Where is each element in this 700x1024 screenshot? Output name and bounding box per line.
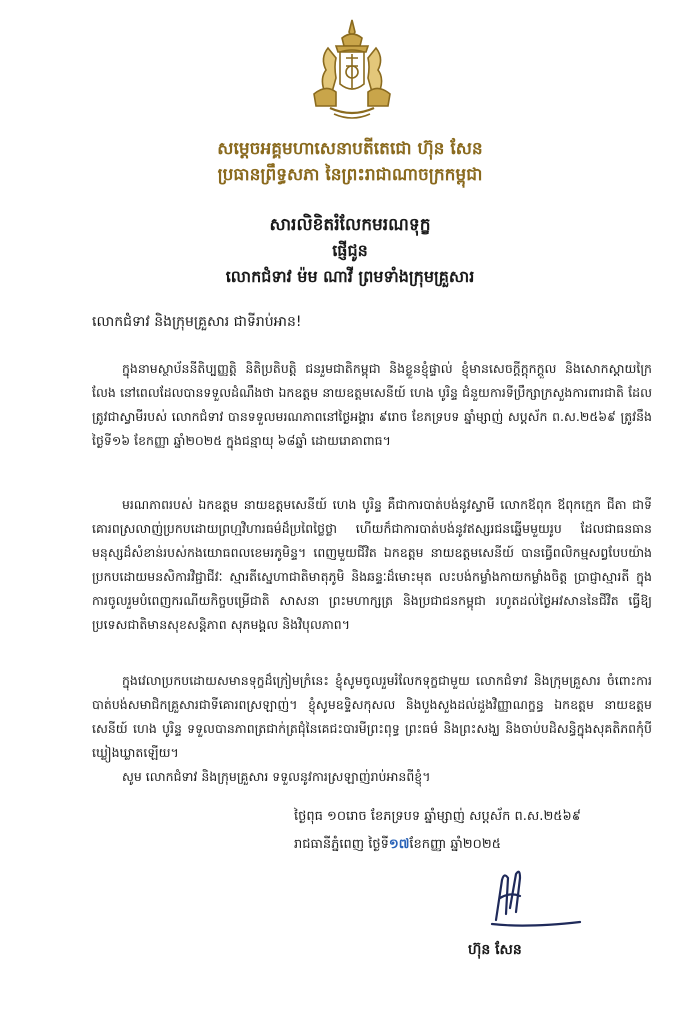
letter-subtitle: ផ្ញើជូន (332, 241, 368, 260)
solar-date-suffix: ខែកញ្ញា ឆ្នាំ២០២៥ (409, 837, 501, 852)
signer-name: ហ៊ុន សែន (468, 942, 522, 958)
paragraph-3: ក្នុងវេលាប្រកបដោយសមានទុក្ខដ៏ក្រៀមក្រំនេះ ខ្ញុំសូមចូលរួមរំលែកទុក្ខជាមួយ លោកជំទាវ និងក្រុមគ្រួសារ ចំពោះការបាត់បង់សមាជិកគ្រួសារជាទីគោរពស្រឡាញ់។ ខ្ញុំសូមឧទ្ទិសកុសល និងបួងសួងដល់ដួងវិញ្ញាណក្ខន្ធ ឯកឧត្តម នាយឧត្តមសេនីយ៍ ហេង បូរិន្ទ ទទួលបានភាពត្រជាក់ត្រជុំនៃគេជះបារមីព្រះពុទ្ធ ព្រះធម៌ និងព្រះសង្ឃ និងចាប់បដិសន្ធិក្នុងសុគតិភពកុំបីឃ្លៀងឃ្លាតឡើយ។ (92, 672, 652, 760)
royal-coat-of-arms-emblem (306, 18, 398, 122)
salutation: លោកជំទាវ និងក្រុមគ្រួសារ ជាទីរាប់អាន! (92, 314, 302, 330)
paragraph-1: ក្នុងនាមស្ថាប័ននីតិប្បញ្ញត្តិ និតិប្រតិបត្តិ ជនរួមជាតិកម្ពុជា និងខ្លួនខ្ញុំផ្ទាល់ ខ្ញុំមានសេចក្តីក្តុកក្តួល និងសោកស្តាយក្រៃលែង នៅពេលដែលបានទទួលដំណឹងថា ឯកឧត្តម នាយឧត្តមសេនីយ៍ ហេង បូរិន្ទ ជំនួយការទីប្រឹក្សាក្រសួងការពារជាតិ ដែលត្រូវជាស្វាមីរបស់ លោកជំទាវ បានទទួលមរណភាពនៅថ្ងៃអង្គារ ៩រោច ខែភទ្របទ ឆ្នាំម្សាញ់ សប្តស័ក ព.ស.២៥៦៩ ត្រូវនឹងថ្ងៃទី១៦ ខែកញ្ញា ឆ្នាំ២០២៥ ក្នុងជន្មាយុ ៦៨ឆ្នាំ ដោយរោគាពាធ។ (92, 360, 652, 448)
lunar-date: ថ្ងៃពុធ ១០រោច ខែភទ្របទ ឆ្នាំម្សាញ់ សប្តស័ក ព.ស.២៥៦៩ (294, 809, 581, 824)
sender-title: ប្រធានព្រឹទ្ធសភា នៃព្រះរាជាណាចក្រកម្ពុជា (217, 165, 483, 185)
solar-date-day: ១៧ (388, 837, 410, 852)
handwritten-signature (476, 862, 586, 932)
solar-date (294, 836, 501, 855)
solar-date-prefix: រាជធានីភ្នំពេញ ថ្ងៃទី (294, 837, 389, 852)
paragraph-4: សូម លោកជំទាវ និងក្រុមគ្រួសារ ទទួលនូវការស្រឡាញ់រាប់អានពីខ្ញុំ។ (122, 768, 431, 784)
letter-title: សារលិខិតរំលែកមរណទុក្ខ (269, 215, 431, 235)
paragraph-2: មរណភាពរបស់ ឯកឧត្តម នាយឧត្តមសេនីយ៍ ហេង បូរិន្ទ គឺជាការបាត់បង់នូវស្វាមី លោកឪពុក ឪពុកក្មេក ជីតា ជាទីគោរពស្រលាញ់ប្រកបដោយព្រហ្មវិហារធម៌ដ៏ប្រពៃថ្លៃថ្លា ហើយក៏ជាការបាត់បង់នូវឥស្សរជនឆ្នើមមួយរូប ដែលជាធនធានមនុស្សដ៏សំខាន់របស់កងយោធពលខេមរភូមិន្ទ។ ពេញមួយជីវិត ឯកឧត្តម នាយឧត្តមសេនីយ៍ បានធ្វើពលិកម្មសព្វបែបយ៉ាងប្រកបដោយមនសិការវិជ្ជាជីវៈ ស្មារតីស្នេហាជាតិមាតុភូមិ និងឆន្ទៈដ៏មោះមុត លះបង់កម្លាំងកាយកម្លាំងចិត្ត ប្រាជ្ញាស្មារតី ក្នុងការចូលរួមបំពេញករណីយកិច្ចបម្រើជាតិ សាសនា ព្រះមហាក្សត្រ និងប្រជាជនកម្ពុជា រហូតដល់ថ្ងៃអវសាននៃជីវិត ធ្វើឱ្យប្រទេសជាតិមានសុខសន្តិភាព សុភមង្គល និងវិបុលភាព។ (92, 496, 652, 632)
letter-recipient: លោកជំទាវ ម៉ម ណាវី ព្រមទាំងក្រុមគ្រួសារ (225, 267, 475, 286)
sender-name: សម្តេចអគ្គមហាសេនាបតីតេជោ ហ៊ុន សែន (217, 139, 483, 159)
